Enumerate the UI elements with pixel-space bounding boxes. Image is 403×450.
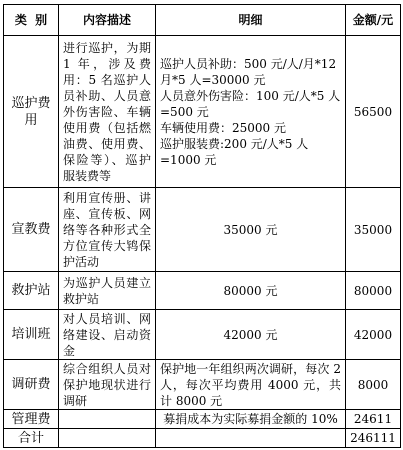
detail-line: 35000 元 [223, 222, 278, 237]
total-label: 合计 [17, 430, 44, 446]
row-research-description [59, 360, 156, 410]
row-training-detail [156, 310, 346, 360]
header-amount [346, 5, 401, 36]
row-rescue-description [59, 272, 156, 310]
detail-line: 巡护人员补助：500 元/人/月*12 月*5 人=30000 元 [160, 56, 337, 87]
header-category-label: 类 别 [14, 13, 48, 27]
row-research-detail [156, 360, 346, 410]
row-total-amount [346, 429, 401, 448]
row-training-description [59, 310, 156, 360]
description-text: 为巡护人员建立救护站 [63, 275, 151, 306]
row-management-detail [156, 410, 346, 429]
detail-lines [160, 56, 341, 168]
row-management-description [59, 410, 156, 429]
description-text: 进行巡护，为期 1 年，涉及费用：5 名巡护人员补助、人员意外伤害险、车辆使用费（包括燃油费、使用费、保险等）、巡护服装费等 [63, 40, 151, 183]
row-patrol-detail [156, 36, 346, 188]
row-rescue-detail [156, 272, 346, 310]
header-detail [156, 5, 346, 36]
budget-table [3, 4, 401, 448]
detail-line: 车辆使用费：25000 元 [160, 120, 286, 135]
row-rescue-amount [346, 272, 401, 310]
row-total-category [4, 429, 59, 448]
amount-value: 56500 [353, 104, 393, 119]
detail-line: 42000 元 [223, 327, 278, 342]
header-detail-label: 明细 [238, 13, 263, 27]
amount-value: 42000 [353, 327, 393, 342]
detail-line: 巡护服装费:200 元/人*5 人=1000 元 [160, 136, 309, 167]
amount-value: 24611 [353, 412, 393, 426]
row-total-description [59, 429, 156, 448]
detail-line: 募捐成本为实际募捐金额的 10% [163, 412, 338, 426]
category-label: 管理费 [11, 411, 51, 427]
detail-line: 80000 元 [223, 283, 278, 298]
amount-value: 8000 [357, 377, 389, 392]
row-research-amount [346, 360, 401, 410]
description-text: 利用宣传册、讲座、宣传板、网络等各种形式全方位宣传大鸨保护活动 [63, 190, 151, 269]
row-education-category [4, 188, 59, 272]
category-label: 培训班 [11, 327, 51, 342]
detail-line: 保护地一年组织两次调研，每次 2 人，每次平均费用 4000 元，共计 8000 元 [160, 361, 341, 408]
row-training-category [4, 310, 59, 360]
description-text: 对人员培训、网络建设、启动资金 [63, 311, 151, 358]
category-label: 救护站 [11, 283, 51, 298]
row-patrol-amount [346, 36, 401, 188]
row-management-amount [346, 410, 401, 429]
header-description-label: 内容描述 [82, 13, 131, 27]
description-text: 综合组织人员对保护地现状进行调研 [63, 361, 151, 408]
row-total-detail [156, 429, 346, 448]
row-education-detail [156, 188, 346, 272]
total-value: 246111 [350, 431, 396, 445]
row-rescue-category [4, 272, 59, 310]
amount-value: 35000 [353, 222, 393, 237]
row-education-amount [346, 188, 401, 272]
header-amount-label: 金额/元 [352, 13, 394, 27]
detail-line: 人员意外伤害险：100 元/人*5 人=500 元 [160, 88, 341, 119]
amount-value: 80000 [353, 283, 393, 298]
category-label: 巡护费用 [11, 95, 51, 128]
row-research-category [4, 360, 59, 410]
row-training-amount [346, 310, 401, 360]
row-education-description [59, 188, 156, 272]
category-label: 调研费 [11, 377, 51, 392]
row-patrol-description [59, 36, 156, 188]
row-patrol-category [4, 36, 59, 188]
header-description [59, 5, 156, 36]
row-management-category [4, 410, 59, 429]
category-label: 宣教费 [11, 222, 51, 237]
header-category [4, 5, 59, 36]
